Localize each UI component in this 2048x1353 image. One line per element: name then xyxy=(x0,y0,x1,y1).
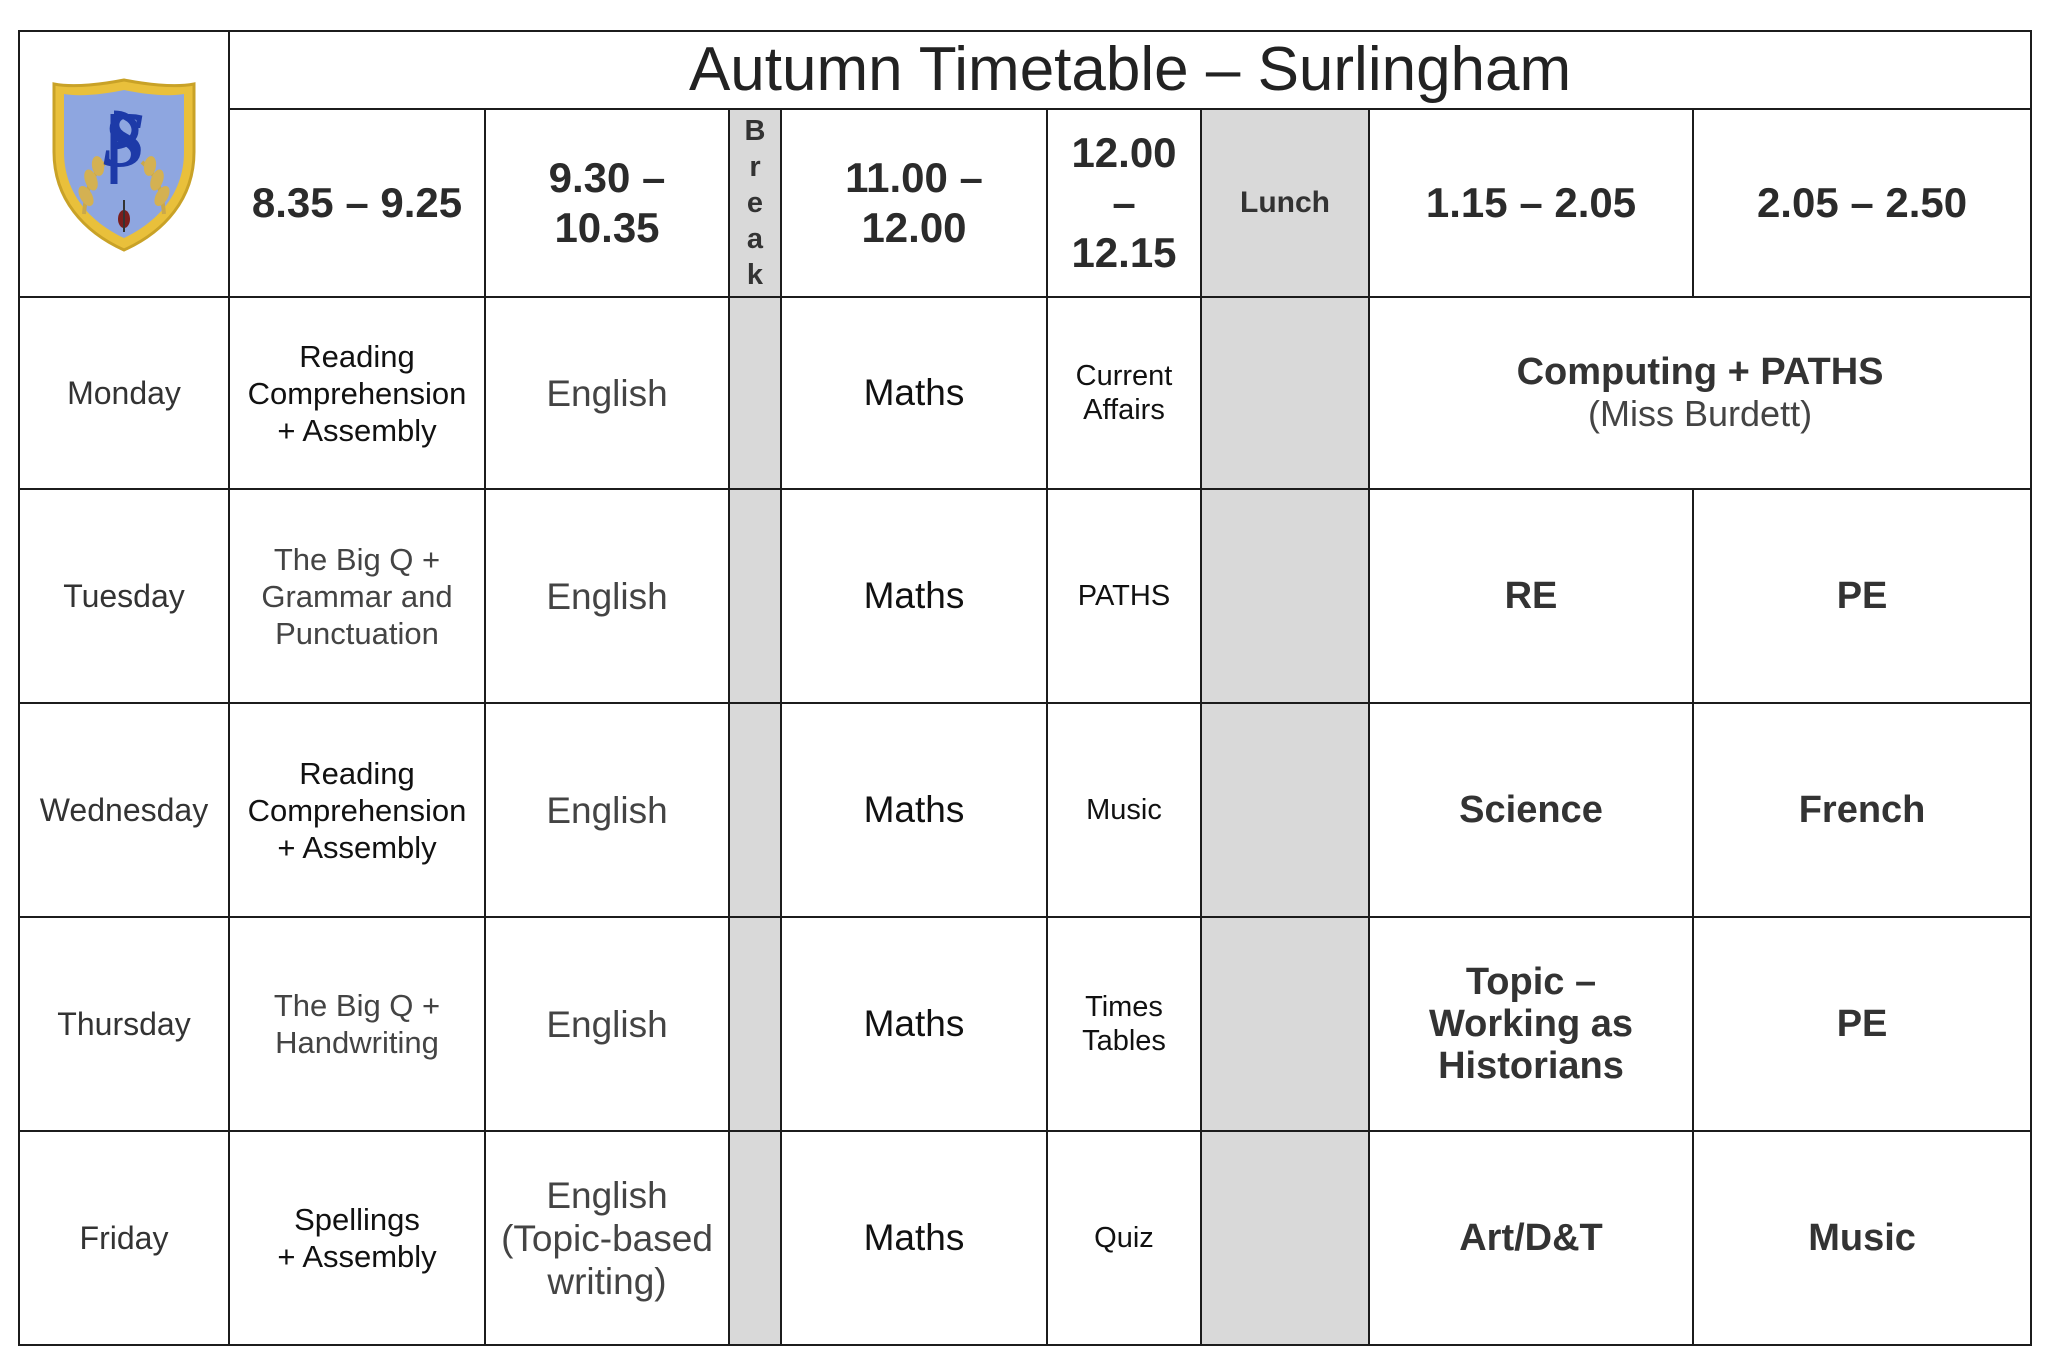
break-letter: r xyxy=(749,151,761,183)
time-slot-4-header: 12.00 – 12.15 xyxy=(1047,109,1201,297)
day-label: Thursday xyxy=(19,917,229,1131)
lesson-cell: Maths xyxy=(781,1131,1047,1345)
lesson-cell: Science xyxy=(1369,703,1693,917)
lesson-cell: The Big Q + Handwriting xyxy=(229,917,485,1131)
lesson-cell: Music xyxy=(1047,703,1201,917)
day-label: Wednesday xyxy=(19,703,229,917)
lesson-cell: Spellings + Assembly xyxy=(229,1131,485,1345)
lesson-cell-merged xyxy=(1369,297,2031,489)
lesson-cell: English xyxy=(485,917,729,1131)
timetable-title: Autumn Timetable – Surlingham xyxy=(229,31,2031,109)
break-letter: e xyxy=(746,187,764,219)
table-row xyxy=(19,703,2031,917)
break-cell xyxy=(729,489,781,703)
lesson-cell: English xyxy=(485,489,729,703)
time-slot-3-header: 11.00 – 12.00 xyxy=(781,109,1047,297)
lesson-cell: Reading Comprehension + Assembly xyxy=(229,703,485,917)
lesson-cell: English xyxy=(485,297,729,489)
svg-text:S: S xyxy=(102,96,146,183)
day-label: Monday xyxy=(19,297,229,489)
lesson-cell: French xyxy=(1693,703,2031,917)
time-slot-1-header: 8.35 – 9.25 xyxy=(229,109,485,297)
lesson-cell: Maths xyxy=(781,703,1047,917)
break-letter: a xyxy=(746,223,764,255)
break-header xyxy=(729,109,781,297)
lesson-title: Computing + PATHS xyxy=(1516,351,1884,393)
lesson-cell: English (Topic-based writing) xyxy=(485,1131,729,1345)
table-row xyxy=(19,489,2031,703)
time-slot-2-header: 9.30 – 10.35 xyxy=(485,109,729,297)
lesson-cell: Reading Comprehension + Assembly xyxy=(229,297,485,489)
lesson-cell: Art/D&T xyxy=(1369,1131,1693,1345)
timetable xyxy=(18,30,2032,1346)
school-crest-logo xyxy=(44,74,204,254)
table-row xyxy=(19,297,2031,489)
lesson-cell: Topic – Working as Historians xyxy=(1369,917,1693,1131)
lesson-cell: Times Tables xyxy=(1047,917,1201,1131)
lesson-cell: Music xyxy=(1693,1131,2031,1345)
time-slot-6-header: 2.05 – 2.50 xyxy=(1693,109,2031,297)
break-letter: B xyxy=(744,115,766,147)
break-letter: k xyxy=(746,259,764,291)
lesson-cell: Current Affairs xyxy=(1047,297,1201,489)
lunch-cell xyxy=(1201,489,1369,703)
lesson-cell: Maths xyxy=(781,489,1047,703)
lesson-cell: English xyxy=(485,703,729,917)
lunch-cell xyxy=(1201,1131,1369,1345)
lesson-teacher: (Miss Burdett) xyxy=(1588,393,1813,434)
lesson-cell: Maths xyxy=(781,917,1047,1131)
lesson-cell: Quiz xyxy=(1047,1131,1201,1345)
day-label: Tuesday xyxy=(19,489,229,703)
lunch-cell xyxy=(1201,917,1369,1131)
lesson-cell: PE xyxy=(1693,917,2031,1131)
lunch-cell xyxy=(1201,297,1369,489)
lesson-cell: RE xyxy=(1369,489,1693,703)
lesson-cell: PATHS xyxy=(1047,489,1201,703)
break-cell xyxy=(729,1131,781,1345)
break-cell xyxy=(729,297,781,489)
lunch-header: Lunch xyxy=(1201,109,1369,297)
lesson-cell: Maths xyxy=(781,297,1047,489)
table-row xyxy=(19,917,2031,1131)
break-cell xyxy=(729,917,781,1131)
lesson-cell: PE xyxy=(1693,489,2031,703)
lunch-cell xyxy=(1201,703,1369,917)
break-cell xyxy=(729,703,781,917)
school-logo-cell xyxy=(19,31,229,297)
day-label: Friday xyxy=(19,1131,229,1345)
time-slot-5-header: 1.15 – 2.05 xyxy=(1369,109,1693,297)
lesson-cell: The Big Q + Grammar and Punctuation xyxy=(229,489,485,703)
table-row xyxy=(19,1131,2031,1345)
